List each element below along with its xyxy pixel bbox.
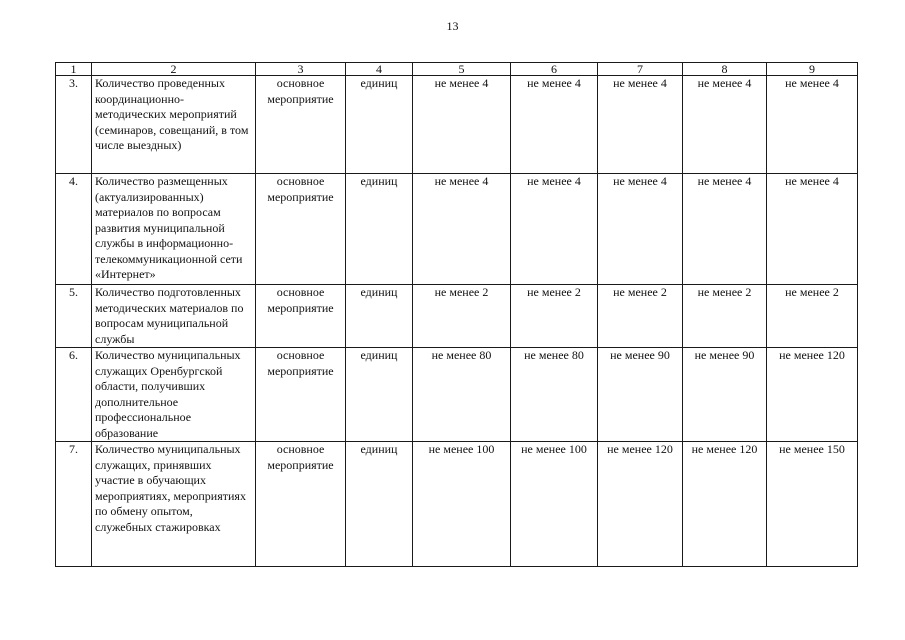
event-type: основное мероприятие xyxy=(256,285,346,348)
indicator-name: Количество муниципальных служащих Оренбургской области, получивших дополнительное профессиональное образование xyxy=(92,348,256,442)
column-header: 1 xyxy=(56,63,92,76)
event-type: основное мероприятие xyxy=(256,174,346,285)
value-cell: не менее 4 xyxy=(598,174,683,285)
row-number: 7. xyxy=(56,442,92,567)
value-cell: не менее 120 xyxy=(767,348,858,442)
value-cell: не менее 120 xyxy=(598,442,683,567)
table-row xyxy=(56,442,858,567)
value-cell: не менее 2 xyxy=(767,285,858,348)
column-header: 5 xyxy=(413,63,511,76)
value-cell: не менее 2 xyxy=(683,285,767,348)
value-cell: не менее 4 xyxy=(413,76,511,174)
value-cell: не менее 2 xyxy=(413,285,511,348)
value-cell: не менее 4 xyxy=(767,76,858,174)
unit: единиц xyxy=(346,174,413,285)
table-row xyxy=(56,174,858,285)
value-cell: не менее 150 xyxy=(767,442,858,567)
value-cell: не менее 4 xyxy=(413,174,511,285)
table-row xyxy=(56,348,858,442)
row-number: 3. xyxy=(56,76,92,174)
value-cell: не менее 4 xyxy=(683,174,767,285)
value-cell: не менее 2 xyxy=(598,285,683,348)
value-cell: не менее 4 xyxy=(511,76,598,174)
value-cell: не менее 4 xyxy=(598,76,683,174)
event-type: основное мероприятие xyxy=(256,442,346,567)
indicator-name: Количество размещенных (актуализированных) материалов по вопросам развития муниципальной службы в информационно-телекоммуникационной сети «Интернет» xyxy=(92,174,256,285)
column-header: 6 xyxy=(511,63,598,76)
table-row xyxy=(56,285,858,348)
indicators-table xyxy=(55,62,858,567)
column-header: 3 xyxy=(256,63,346,76)
value-cell: не менее 80 xyxy=(511,348,598,442)
unit: единиц xyxy=(346,285,413,348)
event-type: основное мероприятие xyxy=(256,348,346,442)
page-number: 13 xyxy=(446,19,459,33)
column-header: 4 xyxy=(346,63,413,76)
table-row xyxy=(56,76,858,174)
value-cell: не менее 90 xyxy=(683,348,767,442)
row-number: 6. xyxy=(56,348,92,442)
indicator-name: Количество подготовленных методических материалов по вопросам муниципальной службы xyxy=(92,285,256,348)
value-cell: не менее 2 xyxy=(511,285,598,348)
header-row xyxy=(56,63,858,76)
column-header: 2 xyxy=(92,63,256,76)
value-cell: не менее 100 xyxy=(511,442,598,567)
event-type: основное мероприятие xyxy=(256,76,346,174)
value-cell: не менее 100 xyxy=(413,442,511,567)
indicator-name: Количество муниципальных служащих, принявших участие в обучающих мероприятиях, мероприятиях по обмену опытом, служебных стажировках xyxy=(92,442,256,567)
value-cell: не менее 120 xyxy=(683,442,767,567)
column-header: 8 xyxy=(683,63,767,76)
unit: единиц xyxy=(346,76,413,174)
row-number: 4. xyxy=(56,174,92,285)
unit: единиц xyxy=(346,348,413,442)
value-cell: не менее 4 xyxy=(683,76,767,174)
value-cell: не менее 4 xyxy=(511,174,598,285)
value-cell: не менее 80 xyxy=(413,348,511,442)
value-cell: не менее 4 xyxy=(767,174,858,285)
column-header: 9 xyxy=(767,63,858,76)
unit: единиц xyxy=(346,442,413,567)
value-cell: не менее 90 xyxy=(598,348,683,442)
column-header: 7 xyxy=(598,63,683,76)
indicator-name: Количество проведенных координационно-методических мероприятий (семинаров, совещаний, в том числе выездных) xyxy=(92,76,256,174)
row-number: 5. xyxy=(56,285,92,348)
